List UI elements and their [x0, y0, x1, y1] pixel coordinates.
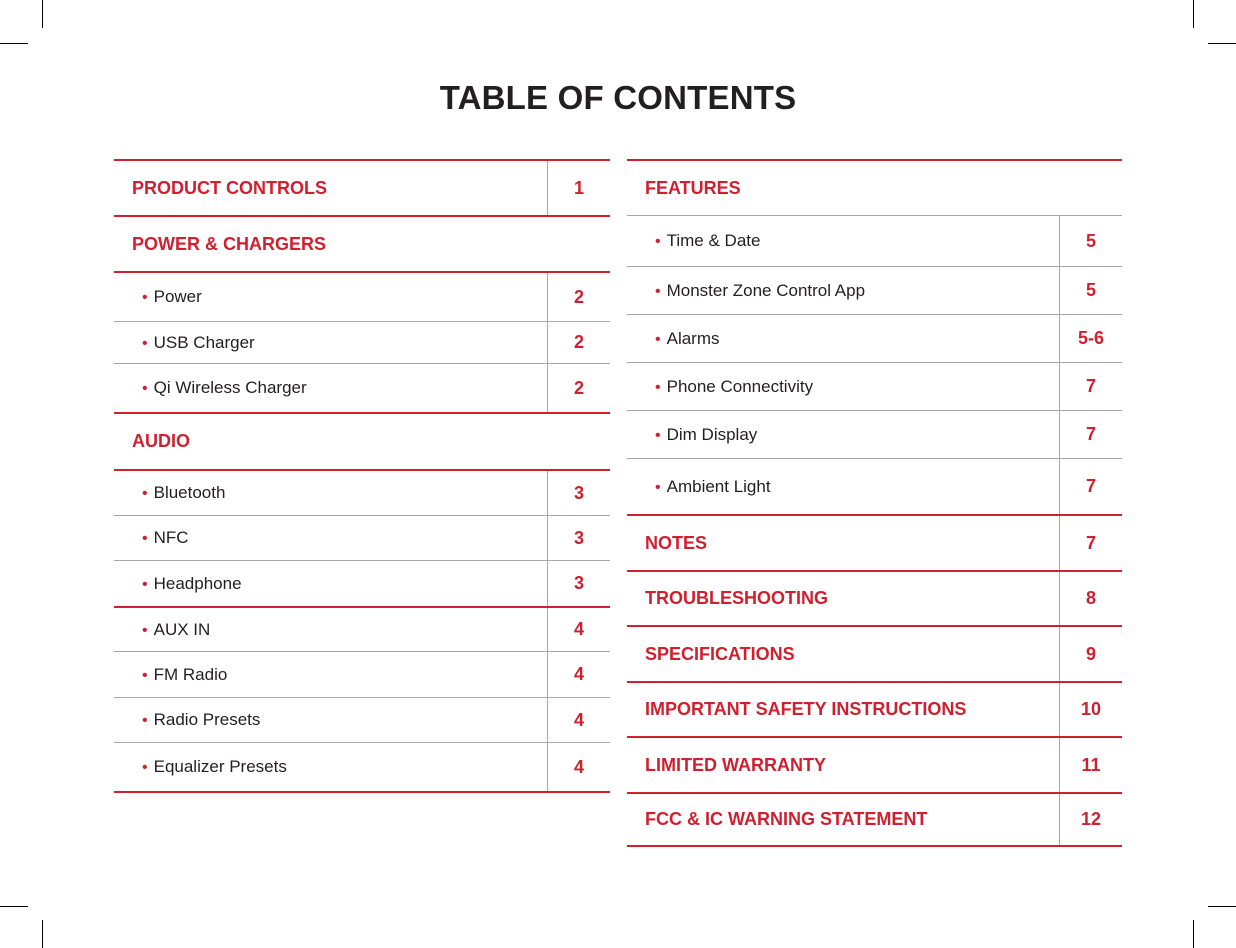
- toc-label: PRODUCT CONTROLS: [132, 177, 327, 198]
- toc-section-troubleshooting[interactable]: [627, 570, 1122, 625]
- crop-mark: [1208, 906, 1236, 907]
- toc-page-number: 4: [547, 698, 610, 742]
- page-title: TABLE OF CONTENTS: [439, 79, 797, 116]
- toc-label: • Alarms: [627, 329, 1059, 349]
- toc-entry-headphone[interactable]: [114, 560, 610, 606]
- toc-page-number: [1059, 161, 1122, 215]
- toc-section-important-safety-instructions[interactable]: [627, 681, 1122, 736]
- toc-section-power-chargers[interactable]: [114, 215, 610, 271]
- toc-entry-qi-wireless-charger[interactable]: [114, 363, 610, 412]
- toc-label: • Dim Display: [627, 425, 1059, 445]
- crop-mark: [42, 0, 43, 28]
- crop-mark: [1193, 920, 1194, 948]
- toc-page-number: 3: [547, 516, 610, 560]
- toc-section-notes[interactable]: [627, 514, 1122, 570]
- crop-mark: [1193, 0, 1194, 28]
- toc-section-specifications[interactable]: [627, 625, 1122, 681]
- toc-label: • Qi Wireless Charger: [114, 378, 547, 398]
- toc-entry-phone-connectivity[interactable]: [627, 362, 1122, 410]
- toc-label: • Ambient Light: [627, 477, 1059, 497]
- toc-page-number: 7: [1059, 516, 1122, 570]
- toc-entry-power[interactable]: [114, 271, 610, 321]
- toc-label: • Phone Connectivity: [627, 377, 1059, 397]
- toc-label: • Power: [114, 287, 547, 307]
- toc-label: • Equalizer Presets: [114, 757, 547, 777]
- toc-section-features[interactable]: [627, 159, 1122, 215]
- toc-label: NOTES: [645, 532, 708, 553]
- toc-label: POWER & CHARGERS: [132, 233, 327, 254]
- toc-page-number: 5: [1059, 216, 1122, 266]
- toc-label: • Monster Zone Control App: [627, 281, 1059, 301]
- toc-page-number: 10: [1059, 683, 1122, 736]
- toc-label: • NFC: [114, 528, 547, 548]
- crop-mark: [0, 906, 28, 907]
- toc-entry-time-date[interactable]: [627, 215, 1122, 266]
- toc-page-number: 5-6: [1059, 315, 1122, 362]
- toc-entry-equalizer-presets[interactable]: [114, 742, 610, 793]
- crop-mark: [42, 920, 43, 948]
- toc-page-number: [547, 414, 610, 469]
- toc-entry-monster-zone-control-app[interactable]: [627, 266, 1122, 314]
- toc-page-number: 3: [547, 561, 610, 606]
- toc-entry-aux-in[interactable]: [114, 606, 610, 651]
- toc-page-number: 8: [1059, 572, 1122, 625]
- toc-page-number: 4: [547, 743, 610, 791]
- toc-page-number: 9: [1059, 627, 1122, 681]
- toc-entry-alarms[interactable]: [627, 314, 1122, 362]
- toc-page-number: 5: [1059, 267, 1122, 314]
- crop-mark: [0, 43, 28, 44]
- toc-entry-bluetooth[interactable]: [114, 469, 610, 515]
- toc-section-limited-warranty[interactable]: [627, 736, 1122, 792]
- toc-label: • Bluetooth: [114, 483, 547, 503]
- toc-label: • FM Radio: [114, 665, 547, 685]
- toc-label: SPECIFICATIONS: [645, 643, 795, 664]
- toc-page-number: 12: [1059, 794, 1122, 845]
- toc-section-audio[interactable]: [114, 412, 610, 469]
- toc-label: IMPORTANT SAFETY INSTRUCTIONS: [645, 699, 967, 719]
- toc-entry-nfc[interactable]: [114, 515, 610, 560]
- toc-page-number: 7: [1059, 411, 1122, 458]
- crop-mark: [1208, 43, 1236, 44]
- toc-page-number: 3: [547, 471, 610, 515]
- toc-label: AUDIO: [132, 431, 190, 451]
- toc-page-number: 2: [547, 322, 610, 363]
- toc-page-number: 2: [547, 364, 610, 412]
- toc-label: • Radio Presets: [114, 710, 547, 730]
- toc-page-number: 4: [547, 608, 610, 651]
- toc-page-number: 7: [1059, 363, 1122, 410]
- toc-left-column: [114, 159, 610, 793]
- toc-page-number: 11: [1059, 738, 1122, 792]
- toc-section-product-controls[interactable]: [114, 159, 610, 215]
- toc-label: TROUBLESHOOTING: [645, 588, 828, 608]
- toc-label: • Time & Date: [627, 231, 1059, 251]
- toc-label: LIMITED WARRANTY: [645, 754, 826, 775]
- toc-page-number: 1: [547, 161, 610, 215]
- toc-label: • USB Charger: [114, 333, 547, 353]
- toc-label: FCC & IC WARNING STATEMENT: [645, 809, 928, 829]
- toc-entry-usb-charger[interactable]: [114, 321, 610, 363]
- toc-label: • AUX IN: [114, 620, 547, 640]
- toc-label: FEATURES: [645, 177, 741, 198]
- toc-page-number: [547, 217, 610, 271]
- toc-entry-fm-radio[interactable]: [114, 651, 610, 697]
- toc-right-column: [627, 159, 1122, 847]
- toc-page-number: 2: [547, 273, 610, 321]
- toc-page-number: 7: [1059, 459, 1122, 514]
- toc-page-number: 4: [547, 652, 610, 697]
- toc-entry-dim-display[interactable]: [627, 410, 1122, 458]
- toc-entry-ambient-light[interactable]: [627, 458, 1122, 514]
- toc-entry-radio-presets[interactable]: [114, 697, 610, 742]
- toc-section-fcc-ic-warning-statement[interactable]: [627, 792, 1122, 847]
- toc-label: • Headphone: [114, 574, 547, 594]
